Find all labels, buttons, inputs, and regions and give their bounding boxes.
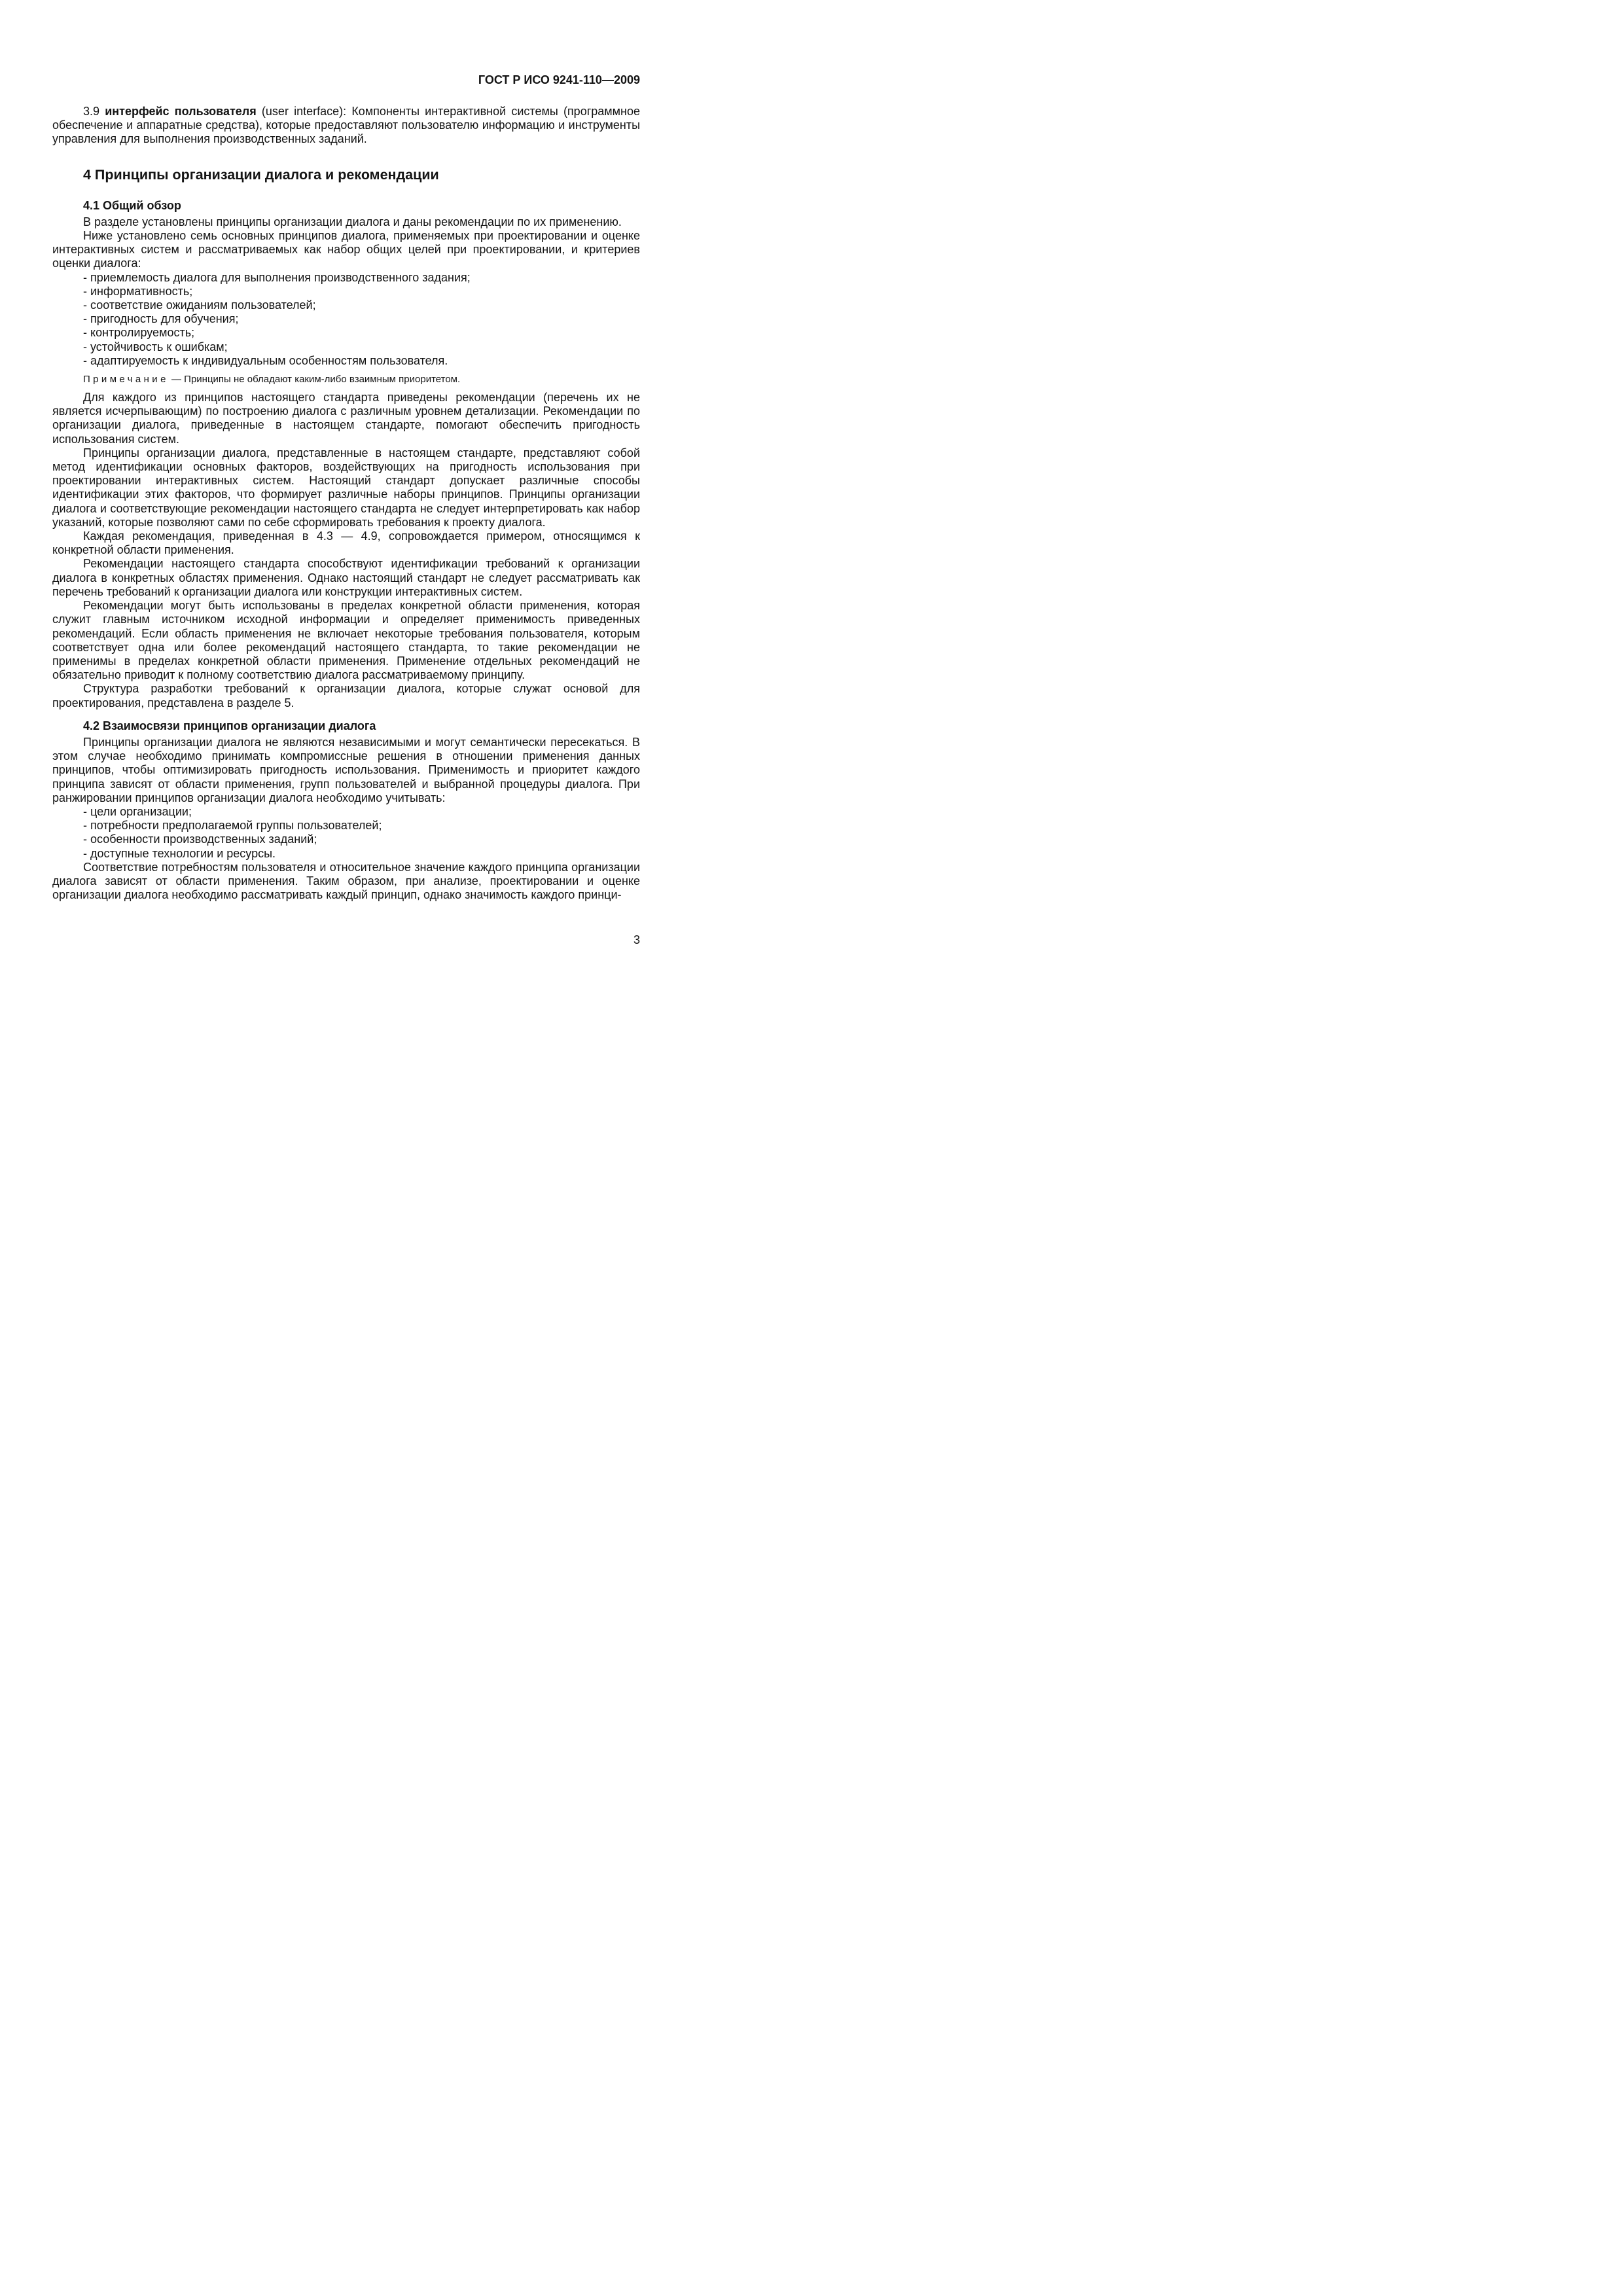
note-text: — Принципы не обладают каким-либо взаимным приоритетом.: [168, 374, 461, 386]
definition-3-9: [52, 105, 640, 147]
list-item: - пригодность для обучения;: [83, 312, 239, 326]
list-item: - доступные технологии и ресурсы.: [83, 846, 276, 860]
note-label: Примечание: [83, 374, 169, 386]
paragraph: Структура разработки требований к организации диалога, которые служат основой для проектирования, представлена в разделе 5.: [52, 682, 640, 709]
page-number: 3: [633, 933, 640, 946]
definition-text: Компоненты интерактивной системы (программное обеспечение и аппаратные средства), которые предоставляют пользователю информацию и инструменты управления для выполнения производственных заданий.: [52, 105, 640, 146]
paragraph: Принципы организации диалога не являются независимыми и могут семантически пересекаться. В этом случае необходимо принимать компромиссные решения в отношении применения данных принципов, чтобы оптимизировать пригодность использования. Применимость и приоритет каждого принципа зависят от области применения, групп пользователей и выбранной процедуры диалога. При ранжировании принципов организации диалога необходимо учитывать:: [52, 735, 640, 804]
definition-english-term: (user interface):: [261, 105, 347, 118]
list-item: - потребности предполагаемой группы пользователей;: [83, 819, 382, 833]
principles-list: [52, 271, 640, 368]
document-body: [52, 105, 640, 902]
paragraph: Каждая рекомендация, приведенная в 4.3 — 4.9, сопровождается примером, относящимся к конкретной области применения.: [52, 529, 640, 557]
paragraph: В разделе установлены принципы организации диалога и даны рекомендации по их применению.: [83, 215, 622, 228]
paragraph: Рекомендации настоящего стандарта способствуют идентификации требований к организации диалога в конкретных областях применения. Однако настоящий стандарт не следует рассматривать как перечень требований к организации диалога или конструкции интерактивных систем.: [52, 557, 640, 598]
paragraph: Соответствие потребностям пользователя и относительное значение каждого принципа организации диалога зависят от области применения. Таким образом, при анализе, проектировании и оценке организации диалога необходимо рассматривать каждый принцип, однако значимость каждого принци-: [52, 860, 640, 902]
list-item: - соответствие ожиданиям пользователей;: [83, 298, 316, 312]
standard-code-header: ГОСТ Р ИСО 9241-110—2009: [478, 73, 640, 86]
paragraph: Рекомендации могут быть использованы в пределах конкретной области применения, которая служит главным источником исходной информации и определяет применимость приведенных рекомендаций. Если область применения не включает некоторые требования пользователя, которым соответствует одна или более рекомендаций настоящего стандарта, то такие рекомендации не применимы в пределах конкретной области применения. Применение отдельных рекомендаций не обязательно приводит к полному соответствию диалога рассматриваемому принципу.: [52, 599, 640, 682]
paragraph: Принципы организации диалога, представленные в настоящем стандарте, представляют собой метод идентификации основных факторов, воздействующих на пригодность использования при проектировании интерактивных систем. Настоящий стандарт допускает различные способы идентификации этих факторов, что формирует различные наборы принципов. Принципы организации диалога и соответствующие рекомендации настоящего стандарта не следует интерпретировать как набор указаний, которые позволяют сами по себе сформировать требования к проекту диалога.: [52, 446, 640, 529]
factors-list: [52, 805, 640, 861]
definition-number: 3.9: [83, 105, 100, 118]
section-4-heading: 4 Принципы организации диалога и рекомендации: [83, 166, 439, 183]
list-item: - устойчивость к ошибкам;: [83, 340, 228, 353]
list-item: - адаптируемость к индивидуальным особенностям пользователя.: [83, 353, 448, 367]
document-page: [52, 0, 640, 1020]
note: [83, 373, 640, 386]
list-item: - приемлемость диалога для выполнения производственного задания;: [83, 270, 471, 284]
section-4-1-heading: 4.1 Общий обзор: [83, 198, 181, 212]
list-item: - информативность;: [83, 284, 193, 298]
list-item: - цели организации;: [83, 804, 192, 818]
paragraph: Ниже установлено семь основных принципов диалога, применяемых при проектировании и оценке интерактивных систем и рассматриваемых как набор общих целей при проектировании, и критериев оценки диалога:: [52, 229, 640, 270]
definition-term: интерфейс пользователя: [105, 105, 257, 118]
paragraph: Для каждого из принципов настоящего стандарта приведены рекомендации (перечень их не является исчерпывающим) по построению диалога с различным уровнем детализации. Рекомендации по организации диалога, приведенные в настоящем стандарте, помогают обеспечить пригодность использования систем.: [52, 391, 640, 446]
section-4-2-heading: 4.2 Взаимосвязи принципов организации диалога: [83, 719, 376, 732]
list-item: - особенности производственных заданий;: [83, 833, 317, 846]
list-item: - контролируемость;: [83, 326, 195, 340]
